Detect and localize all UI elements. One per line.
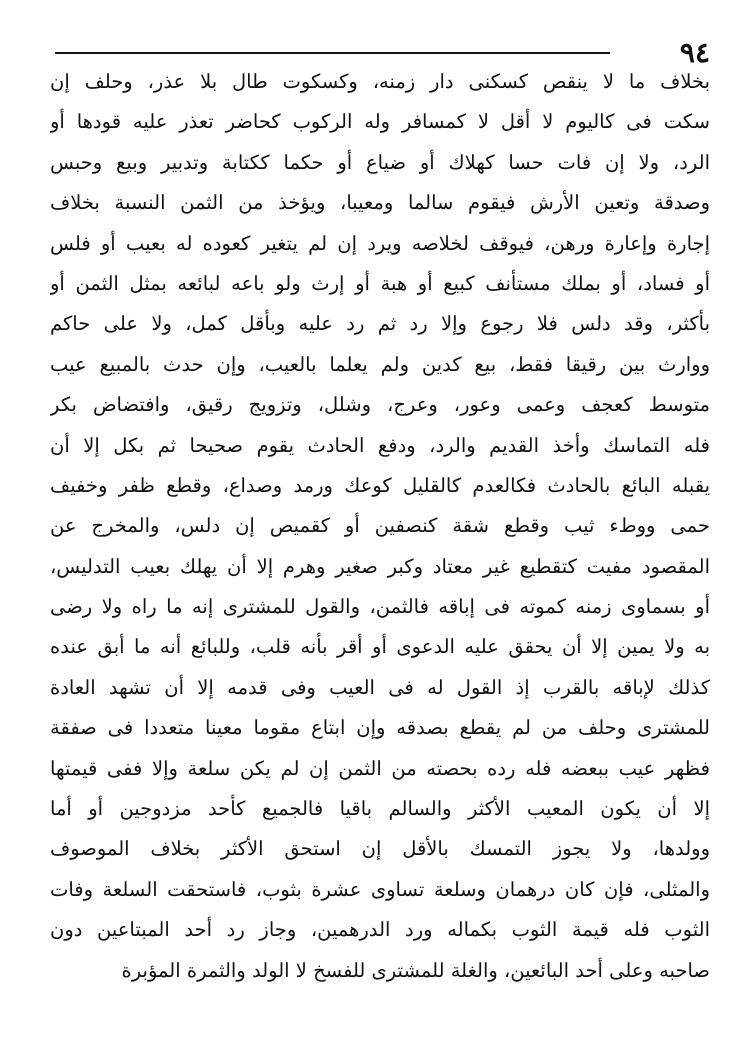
header-rule bbox=[55, 52, 610, 54]
text-line: فله التماسك وأخذ القديم والرد، ودفع الحادث يقوم صحيحا ثم بكل إلا أن bbox=[50, 433, 710, 457]
text-line: للمشترى وحلف من لم يقطع بصدقه وإن ابتاع مقوما معينا متعددا فى صفقة bbox=[50, 716, 710, 740]
text-line: المقصود مفيت كتقطيع غير معتاد وكبر صغير وهرم إلا أن يهلك بعيب التدليس، bbox=[50, 554, 710, 578]
text-line: الثوب فله قيمة الثوب بكماله ورد الدرهمين، وجاز رد أحد المبتاعين دون bbox=[50, 918, 710, 942]
text-line: سكت فى كاليوم لا أقل لا كمسافر وله الركوب كحاضر تعذر عليه قودها أو bbox=[50, 110, 710, 134]
text-line: ووارث بين رقيقا فقط، بيع كدين ولم يعلما بالعيب، وإن حدث بالمبيع عيب bbox=[50, 352, 710, 376]
text-line: صاحبه وعلى أحد البائعين، والغلة للمشترى للفسخ لا الولد والثمرة المؤبرة bbox=[121, 958, 710, 982]
body-text bbox=[50, 62, 710, 991]
text-line: أو بسماوى زمنه كموته فى إباقه فالثمن، والقول للمشترى إنه ما راه ولا رضى bbox=[50, 595, 710, 619]
page-number: ٩٤ bbox=[679, 36, 710, 69]
text-line: كذلك لإباقه بالقرب إذ القول له فى العيب وفى قدمه إلا أن تشهد العادة bbox=[50, 675, 710, 699]
text-line: فظهر عيب ببعضه فله رده بحصته من الثمن إن لم يكن سلعة وإلا ففى قيمتها bbox=[50, 756, 710, 780]
text-line: وصدقة وتعين الأرش فيقوم سالما ومعيبا، ويؤخذ من الثمن النسبة بخلاف bbox=[50, 191, 710, 215]
text-line: به ولا يمين إلا أن يحقق عليه الدعوى أو أقر بأنه قلب، وللبائع أنه ما أبق عنده bbox=[50, 635, 710, 659]
text-line: إلا أن يكون المعيب الأكثر والسالم باقيا فالجميع كأحد مزدوجين أو أما bbox=[50, 797, 710, 821]
text-line: أو فساد، أو بملك مستأنف كبيع أو هبة أو إرث ولو باعه لبائعه بمثل الثمن أو bbox=[50, 271, 710, 295]
text-line: إجارة وإعارة ورهن، فيوقف لخلاصه ويرد إن لم يتغير كعوده له بعيب أو فلس bbox=[50, 231, 710, 255]
text-line: بأكثر، وقد دلس فلا رجوع وإلا رد ثم رد عليه وبأقل كمل، ولا على حاكم bbox=[50, 312, 710, 336]
text-line: والمثلى، فإن كان درهمان وسلعة تساوى عشرة بثوب، فاستحقت السلعة وفات bbox=[50, 877, 710, 901]
text-line: يقبله البائع بالحادث فكالعدم كالقليل كوعك ورمد وصداع، وقطع ظفر وخفيف bbox=[50, 473, 710, 497]
text-line: حمى ووطء ثيب وقطع شقة كنصفين أو كقميص إن دلس، والمخرج عن bbox=[50, 514, 710, 538]
text-line: متوسط كعجف وعمى وعور، وعرج، وشلل، وتزويج رقيق، وافتضاض بكر bbox=[50, 393, 710, 417]
text-line: الرد، ولا إن فات حسا كهلاك أو ضياع أو حكما ككتابة وتدبير وبيع وحبس bbox=[50, 150, 710, 174]
text-line: وولدها، ولا يجوز التمسك بالأقل إن استحق الأكثر بخلاف الموصوف bbox=[50, 837, 710, 861]
text-line: بخلاف ما لا ينقص كسكنى دار زمنه، وكسكوت طال بلا عذر، وحلف إن bbox=[50, 70, 710, 93]
